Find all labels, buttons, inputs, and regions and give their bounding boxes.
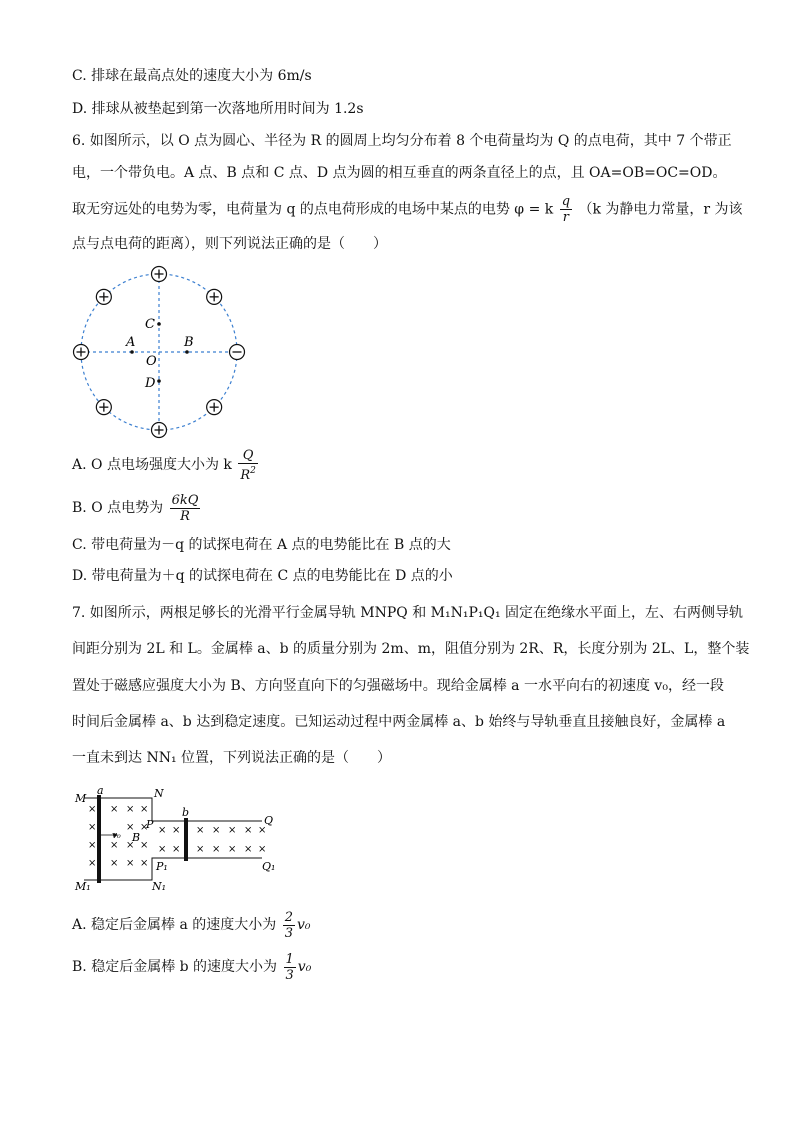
q7-option-b bbox=[72, 948, 311, 986]
rod-a bbox=[97, 795, 101, 883]
point-c-dot bbox=[157, 322, 161, 326]
label-p1: P₁ bbox=[156, 860, 168, 873]
label-c: C bbox=[145, 317, 155, 332]
q6-stem-line3 bbox=[72, 194, 743, 225]
label-b-rod: b bbox=[182, 806, 190, 819]
field-cross: × bbox=[88, 822, 97, 833]
q6-option-a-denominator: $R^2$ bbox=[240, 465, 256, 483]
field-cross: × bbox=[140, 840, 149, 851]
positive-charge-symbol bbox=[96, 400, 111, 415]
label-b: B bbox=[184, 335, 194, 350]
q6-option-a bbox=[72, 446, 260, 484]
q7-stem-line2: 间距分别为 2L 和 L。金属棒 a、b 的质量分别为 2m、m，阻值分别为 2R、R，长度分别为 2L、L，整个装 bbox=[72, 641, 750, 657]
q7-option-b-numerator: 1 bbox=[285, 951, 294, 967]
field-cross: × bbox=[140, 858, 149, 869]
point-a-dot bbox=[130, 350, 134, 354]
field-cross: × bbox=[172, 844, 181, 855]
field-cross: × bbox=[158, 844, 167, 855]
field-cross: × bbox=[228, 825, 237, 836]
field-cross: × bbox=[140, 822, 149, 833]
field-cross: × bbox=[158, 825, 167, 836]
positive-charge-symbol bbox=[74, 345, 89, 360]
field-cross: × bbox=[172, 825, 181, 836]
q7-option-a-numerator: 2 bbox=[284, 909, 293, 925]
q6-option-b-text: B. O 点电势为 bbox=[72, 500, 164, 516]
q7-rails-figure bbox=[72, 786, 282, 894]
q7-stem-line4: 时间后金属棒 a、b 达到稳定速度。已知运动过程中两金属棒 a、b 始终与导轨垂直且接触良好，金属棒 a bbox=[72, 714, 726, 730]
q6-stem-line2: 电，一个带负电。A 点、B 点和 C 点、D 点为圆的相互垂直的两条直径上的点，且 OA=OB=OC=OD。 bbox=[72, 165, 727, 181]
q7-option-b-denominator: 3 bbox=[285, 967, 294, 983]
label-v0: v₀ bbox=[112, 831, 121, 841]
field-cross: × bbox=[212, 825, 221, 836]
field-cross: × bbox=[196, 825, 205, 836]
q6-option-d: D. 带电荷量为＋q 的试探电荷在 C 点的电势能比在 D 点的小 bbox=[72, 568, 453, 584]
field-cross: × bbox=[126, 804, 135, 815]
label-n: N bbox=[154, 787, 164, 800]
field-cross: × bbox=[212, 844, 221, 855]
q6-stem-line4: 点与点电荷的距离），则下列说法正确的是（ ） bbox=[72, 236, 387, 252]
q6-fraction-denominator: r bbox=[562, 210, 569, 225]
field-cross: × bbox=[126, 822, 135, 833]
label-a-rod: a bbox=[97, 786, 104, 797]
field-cross: × bbox=[110, 804, 119, 815]
q6-option-b-numerator: 6kQ bbox=[171, 492, 199, 508]
label-a: A bbox=[126, 335, 136, 350]
field-cross: × bbox=[196, 844, 205, 855]
q6-option-a-text: A. O 点电场强度大小为 k bbox=[72, 457, 232, 473]
q6-fraction-numerator: q bbox=[561, 194, 571, 209]
q6-circle-figure bbox=[66, 262, 256, 442]
field-cross: × bbox=[244, 825, 253, 836]
field-cross: × bbox=[110, 858, 119, 869]
negative-charge bbox=[230, 345, 245, 360]
positive-charge-symbol bbox=[207, 289, 222, 304]
q5-option-c: C. 排球在最高点处的速度大小为 6m/s bbox=[72, 68, 312, 84]
field-cross: × bbox=[126, 858, 135, 869]
rod-b bbox=[184, 818, 188, 861]
q7-option-b-v0: v₀ bbox=[297, 959, 312, 975]
field-cross: × bbox=[258, 844, 267, 855]
label-n1: N₁ bbox=[152, 880, 167, 893]
label-m: M bbox=[75, 792, 87, 805]
field-cross: × bbox=[228, 844, 237, 855]
field-cross: × bbox=[140, 804, 149, 815]
q6-potential-fraction bbox=[560, 194, 572, 225]
field-cross: × bbox=[88, 858, 97, 869]
label-p: P bbox=[146, 818, 154, 831]
q7-stem-line3: 置处于磁感应强度大小为 B、方向竖直向下的匀强磁场中。现给金属棒 a 一水平向右的初速度 v₀，经一段 bbox=[72, 678, 724, 694]
label-q: Q bbox=[264, 814, 274, 827]
positive-charge-symbol bbox=[152, 423, 167, 438]
field-cross: × bbox=[110, 840, 119, 851]
q7-option-a-denominator: 3 bbox=[284, 925, 293, 941]
q6-potential-formula-prefix: 取无穷远处的电势为零，电荷量为 q 的点电荷形成的电场中某点的电势 φ = k bbox=[72, 201, 554, 218]
q7-option-a-fraction bbox=[283, 910, 295, 941]
field-cross: × bbox=[88, 804, 97, 815]
label-o: O bbox=[146, 354, 157, 369]
q6-option-b-fraction bbox=[170, 493, 201, 524]
label-m1: M₁ bbox=[75, 880, 91, 893]
q5-option-d: D. 排球从被垫起到第一次落地所用时间为 1.2s bbox=[72, 101, 364, 117]
field-cross: × bbox=[258, 825, 267, 836]
point-d-dot bbox=[157, 379, 161, 383]
q6-option-b bbox=[72, 489, 202, 527]
q7-stem-line1: 7. 如图所示，两根足够长的光滑平行金属导轨 MNPQ 和 M₁N₁P₁Q₁ 固定在绝缘水平面上，左、右两侧导轨 bbox=[72, 605, 744, 621]
q6-stem-line1: 6. 如图所示，以 O 点为圆心、半径为 R 的圆周上均匀分布着 8 个电荷量均为 Q 的点电荷，其中 7 个带正 bbox=[72, 133, 732, 149]
field-cross: × bbox=[244, 844, 253, 855]
positive-charge-symbol bbox=[96, 289, 111, 304]
q7-option-a-v0: v₀ bbox=[297, 917, 311, 933]
label-b-field: B bbox=[132, 831, 141, 844]
q6-option-a-fraction bbox=[238, 448, 258, 483]
label-q1: Q₁ bbox=[262, 860, 276, 873]
q6-option-a-numerator: Q bbox=[238, 448, 258, 464]
q7-option-b-fraction bbox=[284, 952, 296, 983]
positive-charge-symbol bbox=[207, 400, 222, 415]
q7-option-b-text: B. 稳定后金属棒 b 的速度大小为 bbox=[72, 959, 278, 975]
q6-option-b-denominator: R bbox=[180, 508, 190, 524]
q7-option-a-text: A. 稳定后金属棒 a 的速度大小为 bbox=[72, 917, 277, 933]
field-cross: × bbox=[88, 840, 97, 851]
positive-charge-symbol bbox=[152, 267, 167, 282]
q6-potential-formula-suffix: （k 为静电力常量，r 为该 bbox=[578, 201, 743, 218]
point-b-dot bbox=[185, 350, 189, 354]
negative-charge-symbol bbox=[230, 345, 245, 360]
q7-stem-line5: 一直未到达 NN₁ 位置，下列说法正确的是（ ） bbox=[72, 750, 392, 766]
field-cross: × bbox=[126, 840, 135, 851]
label-d: D bbox=[145, 376, 156, 391]
q6-option-c: C. 带电荷量为－q 的试探电荷在 A 点的电势能比在 B 点的大 bbox=[72, 537, 451, 553]
q7-option-a bbox=[72, 906, 311, 944]
